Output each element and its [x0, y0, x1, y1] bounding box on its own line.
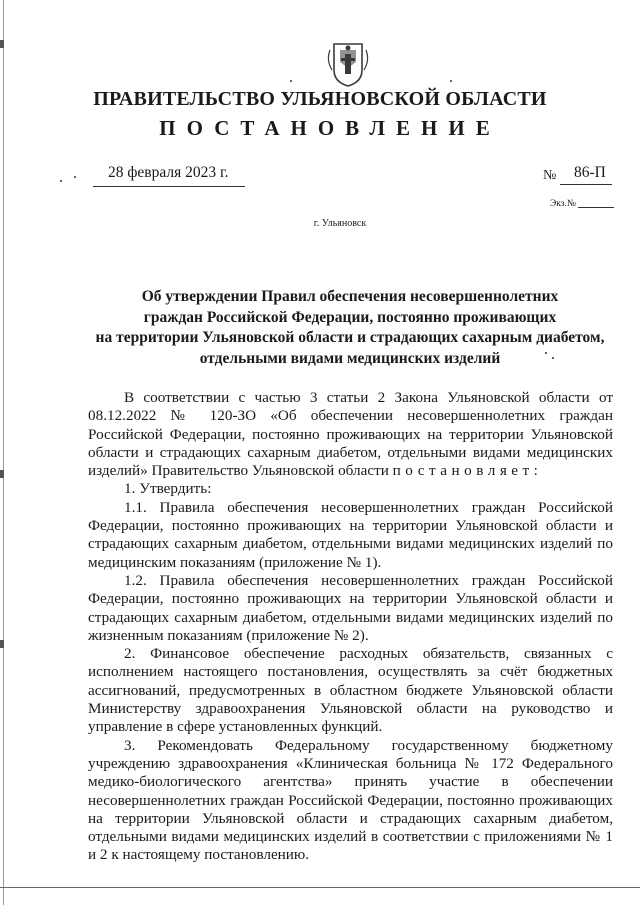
- item-1-2: 1.2. Правила обеспечения несовершеннолетних граждан Российской Федерации, постоянно проживающих на территории Ульяновской области и страдающих сахарным диабетом, отдельными видами медицинских изделий по жизненным показаниям (приложение № 2).: [88, 571, 613, 644]
- item-2: 2. Финансовое обеспечение расходных обязательств, связанных с исполнением настоящего постановления, осуществлять за счёт бюджетных ассигнований, предусмотренных в областном бюджете Ульяновской области Министерству здравоохранения Ульяновской области на руководство и управление в сфере установленных функций.: [88, 645, 613, 736]
- scan-speck: [290, 80, 292, 82]
- date-underline: [93, 186, 245, 187]
- scan-speck: [552, 357, 554, 359]
- scan-speck: [74, 176, 76, 178]
- document-type: ПОСТАНОВЛЕНИЕ: [159, 116, 501, 140]
- scan-edge-mark: [0, 640, 4, 648]
- copy-number-label: Экз.№: [550, 199, 576, 209]
- scan-edge-mark: [0, 470, 4, 478]
- decree-word: постановляет:: [392, 462, 543, 480]
- scan-bottom-edge: [0, 887, 640, 888]
- preamble-paragraph: [88, 389, 613, 480]
- city: г. Ульяновск: [313, 218, 367, 229]
- scan-edge-mark: [0, 40, 4, 48]
- number-underline: [560, 184, 612, 185]
- number-sign: №: [543, 168, 557, 183]
- subject-line: Об утверждении Правил обеспечения несовершеннолетних: [141, 288, 559, 305]
- scan-speck: [545, 352, 547, 354]
- item-1: 1. Утвердить:: [124, 480, 212, 498]
- subject-line: граждан Российской Федерации, постоянно проживающих: [143, 308, 557, 326]
- scan-speck: [60, 180, 62, 182]
- document-body: [88, 389, 613, 865]
- item-1-1: 1.1. Правила обеспечения несовершеннолетних граждан Российской Федерации, постоянно проживающих на территории Ульяновской области и страдающих сахарным диабетом, отдельными видами медицинских изделий по медицинским показаниям (приложение № 1).: [88, 498, 613, 571]
- subject-line: отдельными видами медицинских изделий: [199, 349, 501, 367]
- item-3: 3. Рекомендовать Федеральному государственному бюджетному учреждению здравоохранения «Клиническая больница № 172 Федерального медико-биологического агентства» принять участие в обеспечении несовершеннолетних граждан Российской Федерации, постоянно проживающих на территории Ульяновской области и страдающих сахарным диабетом, отдельными видами медицинских изделий в соответствии с приложениями № 1 и 2 к настоящему постановлению.: [88, 736, 613, 864]
- government-title: ПРАВИТЕЛЬСТВО УЛЬЯНОВСКОЙ ОБЛАСТИ: [93, 88, 547, 110]
- scan-speck: [450, 80, 452, 82]
- document-subject: [80, 287, 620, 369]
- document-date: 28 февраля 2023 г.: [108, 164, 229, 181]
- document-number: 86-П: [574, 164, 606, 181]
- preamble-text: В соответствии с частью 3 статьи 2 Закона Ульяновской области от 08.12.2022 № 120-ЗО «Об обеспечении несовершеннолетних граждан Российской Федерации, постоянно проживающих на территории Ульяновской области и страдающих сахарным диабетом, отдельными видами медицинских изделий» Правительство Ульяновской области: [88, 389, 613, 480]
- coat-of-arms-icon: [326, 40, 370, 88]
- copy-number-underline: [578, 207, 614, 208]
- subject-line: на территории Ульяновской области и страдающих сахарным диабетом,: [95, 329, 605, 346]
